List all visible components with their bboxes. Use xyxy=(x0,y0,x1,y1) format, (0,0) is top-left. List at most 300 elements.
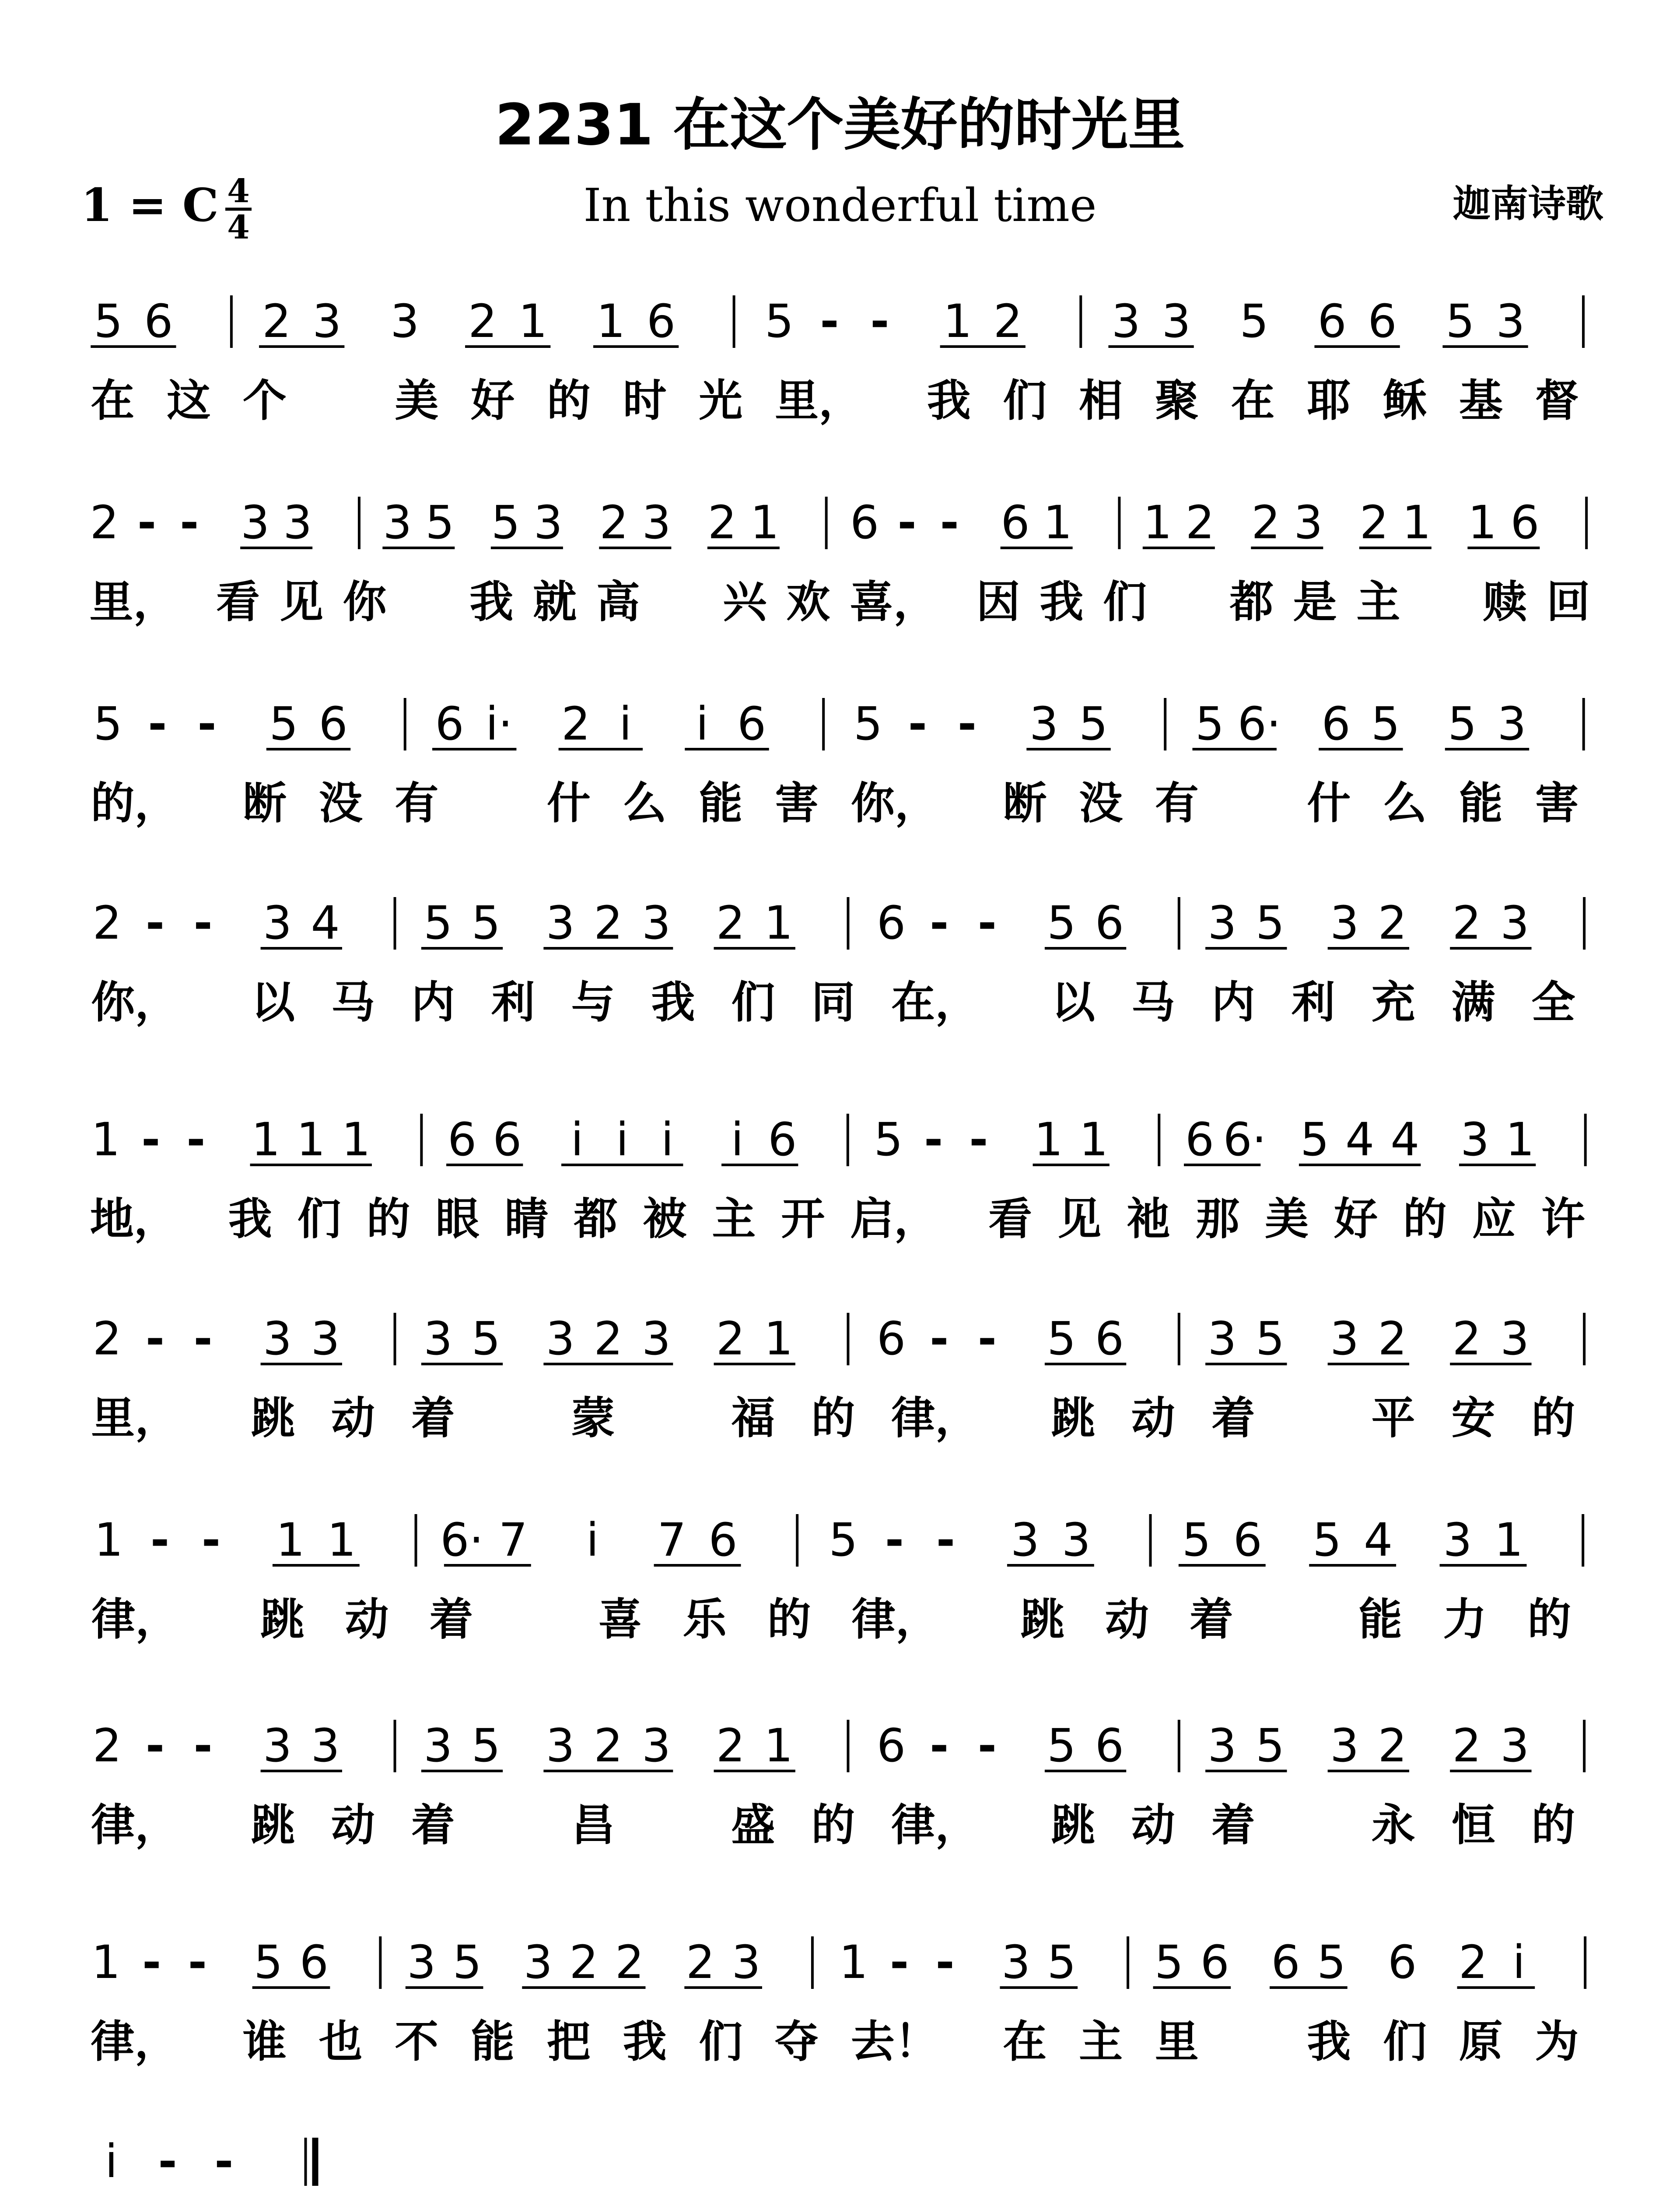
lyric-char: 被 xyxy=(643,1193,687,1245)
lyric-char: 在 xyxy=(91,375,135,426)
note: 5 xyxy=(829,1513,858,1567)
subtitle: In this wonderful time xyxy=(583,179,1097,232)
note: 3 xyxy=(390,295,420,348)
note: 3 xyxy=(1443,1513,1472,1567)
note: 3 xyxy=(1061,1513,1091,1567)
note: 3 xyxy=(1010,1513,1040,1567)
note: 3 xyxy=(546,1312,575,1365)
lyric-char: 的 xyxy=(811,1799,855,1851)
lyric-char: 去！ xyxy=(850,2016,938,2067)
lyric-char: 见 xyxy=(279,576,323,628)
lyric-char: 因 xyxy=(976,576,1020,628)
lyric-char: 许 xyxy=(1541,1193,1585,1245)
note: 3 xyxy=(424,1719,453,1772)
lyric-char: 着 xyxy=(1211,1799,1255,1851)
dash-mark: - xyxy=(188,1936,207,1989)
note: 5 xyxy=(254,1936,283,1989)
lyric-char: 主 xyxy=(1356,576,1400,628)
note: 3 xyxy=(641,896,671,950)
note: 2 xyxy=(615,1936,644,1989)
lyric-char: 永 xyxy=(1371,1799,1415,1851)
note: 2 xyxy=(468,295,497,348)
music-lines xyxy=(83,295,1590,2188)
lyric-char: 内 xyxy=(1211,977,1255,1028)
dash-mark: - xyxy=(820,295,839,348)
lyric-char: 喜， xyxy=(849,576,937,628)
lyric-char: 的 xyxy=(811,1392,855,1444)
lyric-char: 利 xyxy=(491,977,535,1028)
lyric-char: 们 xyxy=(699,2016,743,2067)
note: 3 xyxy=(546,1719,575,1772)
note: 3 xyxy=(241,496,270,549)
note: 6 xyxy=(708,1513,738,1567)
note: 6 xyxy=(144,295,173,348)
author: 迦南诗歌 xyxy=(1453,182,1603,226)
note: 3 xyxy=(424,1312,453,1365)
note: 1 xyxy=(839,1936,868,1989)
lyric-char: 律， xyxy=(891,1799,979,1851)
lyric-char: 见 xyxy=(1057,1193,1102,1245)
note: 5 xyxy=(1312,1513,1342,1567)
lyric-char: 着 xyxy=(429,1594,473,1645)
note: 2 xyxy=(1378,1312,1407,1365)
lyric-char: 个 xyxy=(242,375,287,426)
note: 6 xyxy=(1510,496,1540,549)
lyric-char: 什 xyxy=(546,778,591,829)
dash-mark: - xyxy=(977,1312,997,1365)
lyric-char: 恒 xyxy=(1451,1799,1495,1851)
note: 6 xyxy=(646,295,676,348)
lyric-char: 里， xyxy=(89,576,177,628)
lyric-char: 着 xyxy=(411,1799,455,1851)
dash-mark: - xyxy=(930,1719,949,1772)
lyric-char: 的 xyxy=(366,1193,410,1245)
lyric-char: 们 xyxy=(1003,375,1047,426)
note: 2 xyxy=(90,496,119,549)
lyric-char: 看 xyxy=(216,576,260,628)
lyric-char: 跳 xyxy=(1051,1392,1096,1444)
dash-mark: - xyxy=(186,1113,206,1166)
note: 6 xyxy=(877,1312,906,1365)
note: i xyxy=(1512,1936,1526,1989)
dash-mark: - xyxy=(936,1513,956,1567)
note: 1 xyxy=(327,1513,356,1567)
lyric-char: 都 xyxy=(1229,576,1274,628)
note: 2 xyxy=(561,697,591,750)
dash-mark: - xyxy=(930,1312,949,1365)
lyric-char: 光 xyxy=(699,375,743,426)
dash-mark: - xyxy=(197,697,217,750)
dash-mark: - xyxy=(145,1719,165,1772)
note: 1 xyxy=(1043,496,1072,549)
dash-mark: - xyxy=(889,1936,909,1989)
lyric-char: 律， xyxy=(91,1594,179,1645)
note: 3 xyxy=(1500,896,1530,950)
note: 6 xyxy=(1001,496,1030,549)
lyric-char: 这 xyxy=(167,375,211,426)
dash-mark: - xyxy=(137,496,157,549)
lyric-char: 相 xyxy=(1079,375,1123,426)
dash-mark: - xyxy=(141,1113,161,1166)
lyric-char: 平 xyxy=(1371,1392,1415,1444)
lyric-char: 么 xyxy=(1383,778,1427,829)
note: i xyxy=(661,1113,674,1166)
lyric-char: 律， xyxy=(91,1799,179,1851)
lyric-char: 你 xyxy=(343,576,387,628)
note: 5 xyxy=(1300,1113,1330,1166)
note: 2 xyxy=(1359,496,1389,549)
lyric-char: 我 xyxy=(623,2016,667,2067)
lyric-char: 我 xyxy=(469,576,514,628)
lyric-char: 也 xyxy=(318,2016,363,2067)
note: 2 xyxy=(716,896,745,950)
dash-mark: - xyxy=(870,295,889,348)
note: 5 xyxy=(1371,697,1400,750)
lyric-char: 的 xyxy=(767,1594,811,1645)
dash-mark: - xyxy=(885,1513,904,1567)
note: 5 xyxy=(1317,1936,1346,1989)
lyric-char: 力 xyxy=(1443,1594,1487,1645)
lyric-char: 跳 xyxy=(1020,1594,1064,1645)
note: 2 xyxy=(1378,896,1407,950)
dash-mark: - xyxy=(924,1113,943,1166)
dash-mark: - xyxy=(201,1513,221,1567)
lyric-char: 以 xyxy=(1051,977,1096,1028)
note: 1 xyxy=(1143,496,1172,549)
dash-mark: - xyxy=(957,697,977,750)
lyric-char: 们 xyxy=(731,977,775,1028)
lyric-char: 启， xyxy=(850,1193,938,1245)
time-signature-bottom: 4 xyxy=(227,209,250,246)
note: 2 xyxy=(1378,1719,1407,1772)
lyric-char: 那 xyxy=(1196,1193,1240,1245)
lyric-char: 你， xyxy=(91,977,179,1028)
note: i xyxy=(105,2135,118,2188)
lyric-char: 以 xyxy=(251,977,295,1028)
lyric-char: 稣 xyxy=(1383,375,1427,426)
lyric-char: 我 xyxy=(651,977,695,1028)
lyric-char: 害 xyxy=(1535,778,1579,829)
lyric-char: 耶 xyxy=(1307,375,1351,426)
note: i· xyxy=(485,697,513,750)
note: 3 xyxy=(1330,1719,1359,1772)
note: 6 xyxy=(299,1936,329,1989)
note: 5 xyxy=(425,496,455,549)
note: 3 xyxy=(1208,1312,1237,1365)
lyric-char: 断 xyxy=(242,778,287,829)
dash-mark: - xyxy=(145,1312,165,1365)
lyric-char: 基 xyxy=(1459,375,1503,426)
note: 3 xyxy=(407,1936,436,1989)
note: 1 xyxy=(518,295,548,348)
lyric-char: 夺 xyxy=(775,2016,819,2067)
lyric-char: 能 xyxy=(699,778,743,829)
note: 6 xyxy=(737,697,766,750)
lyric-char: 的 xyxy=(546,375,591,426)
lyric-char: 着 xyxy=(411,1392,455,1444)
time-signature-top: 4 xyxy=(227,172,250,210)
note: 3 xyxy=(1330,1312,1359,1365)
note: 2 xyxy=(569,1936,598,1989)
lyric-char: 跳 xyxy=(251,1392,295,1444)
dash-mark: - xyxy=(930,896,949,950)
note: 6· xyxy=(1223,1113,1267,1166)
note: 2 xyxy=(594,1312,623,1365)
lyric-char: 跳 xyxy=(260,1594,304,1645)
note: 2 xyxy=(92,1312,122,1365)
lyric-char: 在， xyxy=(891,977,979,1028)
lyric-char: 就 xyxy=(533,576,577,628)
lyric-char: 安 xyxy=(1451,1392,1495,1444)
lyric-char: 们 xyxy=(1383,2016,1427,2067)
note: 1 xyxy=(764,1312,793,1365)
note: 5 xyxy=(424,896,453,950)
lyric-char: 律， xyxy=(891,1392,979,1444)
note: 2 xyxy=(1185,496,1214,549)
lyric-char: 断 xyxy=(1003,778,1047,829)
note: 2 xyxy=(594,1719,623,1772)
note: 6 xyxy=(768,1113,797,1166)
note: i xyxy=(586,1513,599,1567)
lyric-char: 盛 xyxy=(731,1799,775,1851)
note: 5 xyxy=(471,896,500,950)
lyric-char: 看 xyxy=(988,1193,1032,1245)
note: 3 xyxy=(1208,1719,1237,1772)
note: 5 xyxy=(491,496,520,549)
lyric-char: 蒙 xyxy=(571,1392,615,1444)
dash-mark: - xyxy=(180,496,199,549)
lyric-char: 睛 xyxy=(504,1193,549,1245)
lyric-char: 么 xyxy=(623,778,667,829)
note: 5 xyxy=(1256,1719,1285,1772)
note: 2 xyxy=(262,295,291,348)
lyric-char: 的， xyxy=(91,778,178,829)
note: 3 xyxy=(283,496,312,549)
lyric-char: 利 xyxy=(1291,977,1335,1028)
note: 3 xyxy=(641,1719,671,1772)
note: 5 xyxy=(874,1113,903,1166)
lyric-char: 跳 xyxy=(1051,1799,1096,1851)
note: 2 xyxy=(1452,1719,1481,1772)
note: 5 xyxy=(471,1719,500,1772)
note: 1 xyxy=(943,295,972,348)
dash-mark: - xyxy=(145,896,165,950)
dash-mark: - xyxy=(158,2135,177,2188)
note: 1 xyxy=(296,1113,326,1166)
lyric-char: 动 xyxy=(1105,1594,1149,1645)
note: 5 xyxy=(1448,697,1477,750)
lyric-char: 我 xyxy=(228,1193,272,1245)
dash-mark: - xyxy=(193,896,213,950)
note: 4 xyxy=(1390,1113,1420,1166)
note: 6 xyxy=(1317,295,1347,348)
note: 6 xyxy=(448,1113,477,1166)
note: 2 xyxy=(993,295,1022,348)
note: 5 xyxy=(93,697,122,750)
lyric-char: 好 xyxy=(471,375,515,426)
dash-mark: - xyxy=(193,1312,213,1365)
lyric-char: 原 xyxy=(1459,2016,1503,2067)
note: 3 xyxy=(1001,1936,1031,1989)
lyric-char: 的 xyxy=(1403,1193,1447,1245)
lyric-char: 我 xyxy=(927,375,971,426)
lyric-char: 的 xyxy=(1531,1392,1575,1444)
lyric-char: 动 xyxy=(331,1392,375,1444)
lyric-char: 时 xyxy=(623,375,667,426)
note: 3 xyxy=(312,295,342,348)
note: 6 xyxy=(493,1113,522,1166)
note: 5 xyxy=(1446,295,1475,348)
lyric-char: 在 xyxy=(1003,2016,1047,2067)
lyric-char: 赎 xyxy=(1483,576,1527,628)
lyric-char: 与 xyxy=(571,977,615,1028)
lyric-char: 有 xyxy=(1155,778,1199,829)
lyric-char: 们 xyxy=(1103,576,1147,628)
note: 1 xyxy=(1505,1113,1535,1166)
note: 5 xyxy=(471,1312,500,1365)
note: 5 xyxy=(1195,697,1225,750)
note: 1 xyxy=(764,896,793,950)
note: i xyxy=(696,697,709,750)
note: 6 xyxy=(877,896,906,950)
lyric-char: 把 xyxy=(546,2016,591,2067)
note: 6 xyxy=(850,496,879,549)
dash-mark: - xyxy=(969,1113,988,1166)
lyric-char: 为 xyxy=(1535,2016,1579,2067)
lyric-char: 不 xyxy=(395,2016,439,2067)
lyric-char: 能 xyxy=(1358,1594,1403,1645)
note: 3 xyxy=(1208,896,1237,950)
lyric-char: 谁 xyxy=(242,2016,287,2067)
lyric-char: 内 xyxy=(411,977,455,1028)
note: 3 xyxy=(641,1312,671,1365)
note: 1 xyxy=(91,1113,120,1166)
note: 6 xyxy=(1185,1113,1214,1166)
dash-mark: - xyxy=(935,1936,955,1989)
lyric-char: 眼 xyxy=(435,1193,480,1245)
lyric-char: 律， xyxy=(851,1594,939,1645)
lyric-char: 同 xyxy=(811,977,855,1028)
note: 2 xyxy=(1459,1936,1488,1989)
note: 3 xyxy=(1496,295,1525,348)
note: 6 xyxy=(1233,1513,1262,1567)
note: 1 xyxy=(750,496,780,549)
dash-mark: - xyxy=(977,896,997,950)
lyric-char: 什 xyxy=(1307,778,1351,829)
lyric-char: 充 xyxy=(1371,977,1415,1028)
lyric-char: 你， xyxy=(850,778,938,829)
note: 5 xyxy=(269,697,298,750)
dash-mark: - xyxy=(908,697,927,750)
lyric-char: 们 xyxy=(297,1193,341,1245)
note: 1 xyxy=(251,1113,280,1166)
note: i xyxy=(731,1113,744,1166)
lyric-char: 跳 xyxy=(251,1799,295,1851)
note: 6 xyxy=(1321,697,1351,750)
dash-mark: - xyxy=(940,496,959,549)
note: 6 xyxy=(1095,896,1124,950)
note: 5 xyxy=(1047,1312,1076,1365)
note: 5 xyxy=(1155,1936,1184,1989)
note: 1 xyxy=(276,1513,305,1567)
note: 5 xyxy=(1047,896,1076,950)
note: 6 xyxy=(318,697,348,750)
note: 6· xyxy=(440,1513,484,1567)
dash-mark: - xyxy=(897,496,917,549)
note: 5 xyxy=(1047,1936,1076,1989)
note: 6· xyxy=(1237,697,1281,750)
note: 5 xyxy=(1256,896,1285,950)
lyric-char: 昌 xyxy=(571,1799,615,1851)
note: 3 xyxy=(732,1936,761,1989)
lyric-char: 能 xyxy=(1459,778,1503,829)
lyric-char: 好 xyxy=(1334,1193,1378,1245)
lyric-char: 主 xyxy=(1079,2016,1123,2067)
key-signature: 1 = C xyxy=(81,178,219,232)
note: 3 xyxy=(1500,1719,1530,1772)
lyric-char: 全 xyxy=(1531,977,1575,1028)
lyric-char: 里， xyxy=(775,375,863,426)
note: 2 xyxy=(716,1312,745,1365)
lyric-char: 没 xyxy=(318,778,363,829)
note: 1 xyxy=(1402,496,1431,549)
note: i xyxy=(570,1113,584,1166)
lyric-char: 欢 xyxy=(786,576,830,628)
lyric-char: 聚 xyxy=(1155,375,1199,426)
lyric-char: 动 xyxy=(331,1799,375,1851)
lyric-char: 都 xyxy=(574,1193,618,1245)
note: 6 xyxy=(1388,1936,1417,1989)
note: 2 xyxy=(1452,1312,1481,1365)
note: 3 xyxy=(383,496,412,549)
note: 6 xyxy=(435,697,464,750)
lyric-char: 美 xyxy=(1265,1193,1309,1245)
lyric-char: 高 xyxy=(596,576,640,628)
note: 1 xyxy=(596,295,626,348)
dash-mark: - xyxy=(150,1513,170,1567)
lyric-char: 我 xyxy=(1040,576,1084,628)
note: 1 xyxy=(1034,1113,1063,1166)
note: 5 xyxy=(854,697,883,750)
lyric-char: 里 xyxy=(1155,2016,1199,2067)
note: 3 xyxy=(311,1719,340,1772)
note: 2 xyxy=(594,896,623,950)
song-title: 2231 在这个美好的时光里 xyxy=(495,91,1185,158)
lyric-char: 马 xyxy=(331,977,375,1028)
lyric-char: 满 xyxy=(1451,977,1495,1028)
note: 6 xyxy=(877,1719,906,1772)
lyric-char: 动 xyxy=(1131,1392,1175,1444)
lyric-char: 有 xyxy=(395,778,439,829)
dash-mark: - xyxy=(977,1719,997,1772)
note: 5 xyxy=(1182,1513,1211,1567)
lyric-char: 能 xyxy=(471,2016,515,2067)
note: 4 xyxy=(1345,1113,1375,1166)
note: 2 xyxy=(686,1936,715,1989)
note: 5 xyxy=(94,295,123,348)
note: 3 xyxy=(1500,1312,1530,1365)
note: 2 xyxy=(707,496,737,549)
note: 3 xyxy=(262,1312,292,1365)
lyric-char: 我 xyxy=(1307,2016,1351,2067)
note: 3 xyxy=(1497,697,1526,750)
lyric-char: 是 xyxy=(1293,576,1337,628)
lyric-char: 没 xyxy=(1079,778,1123,829)
note: 5 xyxy=(452,1936,482,1989)
dash-mark: - xyxy=(148,697,167,750)
note: 2 xyxy=(1452,896,1481,950)
lyric-char: 喜 xyxy=(598,1594,642,1645)
